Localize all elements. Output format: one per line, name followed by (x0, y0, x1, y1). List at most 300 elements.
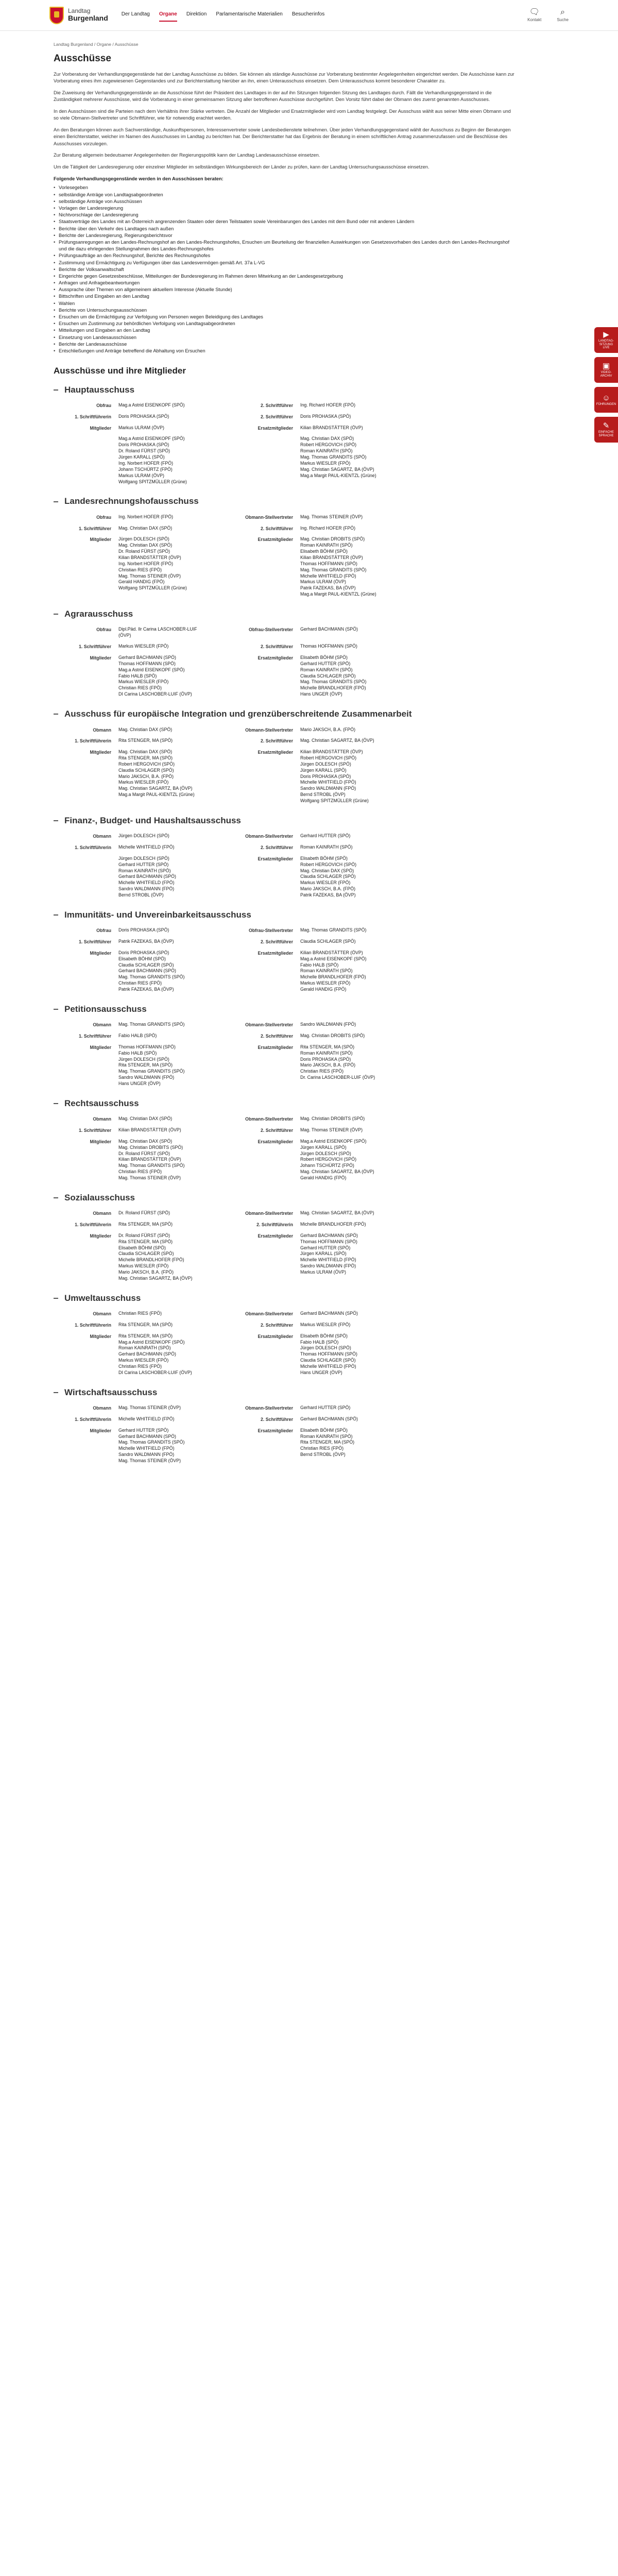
member-list (118, 727, 209, 734)
side-button-easy-language[interactable]: ✎ EINFACHE SPRACHE (594, 417, 618, 443)
search-icon: ⌕ (560, 7, 565, 16)
role-label: Obmann (93, 1311, 111, 1317)
nav-direktion[interactable]: Direktion (186, 11, 207, 18)
member-name: Markus WIESLER (FPÖ) (118, 1358, 169, 1363)
committee-title: Wirtschaftsausschuss (64, 1387, 158, 1397)
member-name: Elisabeth BÖHM (SPÖ) (300, 1333, 348, 1338)
member-name: Mario JAKSCH, B.A. (FPÖ) (300, 886, 356, 892)
role-label: Ersatzmitglieder (258, 950, 293, 956)
member-name: Mario JAKSCH, B.A. (FPÖ) (300, 1062, 356, 1068)
collapse-icon (54, 389, 58, 391)
member-list (118, 856, 209, 899)
role-label: Obfrau (96, 627, 111, 633)
member-name: Thomas HOFFMANN (SPÖ) (300, 1351, 357, 1357)
committee-title: Umweltausschuss (64, 1293, 141, 1303)
member-name: Kilian BRANDSTÄTTER (ÖVP) (118, 1157, 181, 1162)
role-label: Ersatzmitglieder (258, 655, 293, 660)
task-item: • Aussprache über Themen von allgemeinem aktuellem Interesse (Aktuelle Stunde) (54, 286, 517, 293)
task-item: • selbständige Anträge von Landtagsabgeordneten (54, 192, 517, 198)
role-label: 2. Schriftführer (260, 644, 293, 650)
member-list (118, 1322, 209, 1329)
role-label: Ersatzmitglieder (258, 537, 293, 543)
member-name: Gerhard BACHMANN (SPÖ) (118, 654, 176, 660)
role-label: Mitglieder (90, 655, 111, 660)
member-name: Jürgen KARALL (SPÖ) (118, 454, 165, 460)
member-name: Robert HERGOVICH (SPÖ) (300, 442, 357, 448)
member-name: Mag. Christian SAGARTZ, BA (ÖVP) (300, 738, 374, 743)
member-name: Thomas HOFFMANN (SPÖ) (300, 643, 357, 649)
member-name: Patrik FAZEKAS, BA (ÖVP) (118, 987, 174, 992)
role-label: 1. Schriftführerin (75, 1416, 111, 1422)
member-name: Roman KAINRATH (SPÖ) (300, 667, 353, 672)
member-list (300, 844, 390, 851)
member-name: Doris PROHASKA (SPÖ) (118, 413, 169, 419)
task-item: • Berichte der Volksanwaltschaft (54, 266, 517, 273)
role-label: Ersatzmitglieder (258, 1428, 293, 1433)
member-name: Markus WIESLER (FPÖ) (300, 880, 351, 886)
member-name: Sandro WALDMANN (FPÖ) (300, 1263, 356, 1269)
member-name: Elisabeth BÖHM (SPÖ) (118, 1245, 166, 1250)
role-label: 1. Schriftführer (78, 1128, 111, 1133)
committee-header[interactable] (54, 910, 517, 920)
member-name: Christian RIES (FPÖ) (300, 1069, 344, 1074)
role-label: 2. Schriftführer (260, 1128, 293, 1133)
role-label: Mitglieder (90, 1044, 111, 1050)
committee-members-grid (55, 514, 517, 598)
member-name: Mag.a Astrid EISENKOPF (SPÖ) (118, 436, 185, 442)
committee-header[interactable] (54, 1193, 517, 1203)
member-name: Johann TSCHÜRTZ (FPÖ) (118, 466, 173, 472)
committee (54, 709, 517, 804)
committee-members-grid (55, 1405, 517, 1464)
member-name: Markus ULRAM (ÖVP) (300, 1269, 346, 1275)
member-name: Thomas HOFFMANN (SPÖ) (300, 1239, 357, 1244)
committee-header[interactable] (54, 816, 517, 826)
member-name: Dipl.Päd. Ilr Carina LASCHOBER-LUIF (ÖVP) (118, 626, 197, 638)
role-label (55, 436, 111, 485)
member-list (300, 626, 390, 639)
role-label: Obmann-Stellvertreter (245, 1022, 293, 1028)
role-label: 1. Schriftführerin (75, 845, 111, 851)
member-name: Fabio HALB (SPÖ) (118, 1033, 157, 1039)
collapse-icon (54, 1103, 58, 1104)
member-name: Mag. Christian DAX (SPÖ) (118, 749, 173, 754)
member-name: Kilian BRANDSTÄTTER (ÖVP) (118, 1127, 181, 1133)
role-label: 1. Schriftführerin (75, 738, 111, 744)
member-name: Kilian BRANDSTÄTTER (ÖVP) (300, 950, 363, 955)
member-name: Jürgen DOLESCH (SPÖ) (118, 536, 169, 542)
member-name: Doris PROHASKA (SPÖ) (300, 1056, 351, 1062)
member-name: Fabio HALB (SPÖ) (118, 1050, 157, 1056)
search-button[interactable]: ⌕ Suche (557, 7, 569, 22)
intro-paragraph: In den Ausschüssen sind die Parteien nach dem Verhältnis ihrer Stärke vertreten. Die Anzahl der Mitglieder und Ersatzmitglieder wird vom Landtag festgelegt. Der Ausschuss wählt aus seiner Mitte einen Obmann und so viele Obmann-Stellvertreter und Schriftführer, wie für notwendig erachtet werden. (54, 108, 511, 121)
committee (54, 496, 517, 598)
collapse-icon (54, 1197, 58, 1198)
role-label: Obfrau-Stellvertreter (248, 928, 293, 934)
member-name: Gerhard HUTTER (SPÖ) (300, 1245, 351, 1250)
committee (54, 385, 517, 485)
member-name: Mag. Thomas GRANDITS (SPÖ) (300, 679, 367, 685)
role-label: Obmann-Stellvertreter (245, 1311, 293, 1317)
committee-title: Immunitäts- und Unvereinbarkeitsausschuss (64, 909, 251, 920)
member-list (118, 402, 209, 409)
member-name: Kilian BRANDSTÄTTER (ÖVP) (118, 554, 181, 560)
member-name: Mag. Christian DAX (SPÖ) (300, 868, 354, 873)
member-name: Christian RIES (FPÖ) (118, 1364, 162, 1369)
role-label: Obfrau-Stellvertreter (248, 627, 293, 633)
member-name: Claudia SCHLAGER (SPÖ) (118, 767, 174, 773)
nav-der-landtag[interactable]: Der Landtag (121, 11, 150, 18)
nav-organe[interactable]: Organe (159, 9, 177, 22)
member-name: Jürgen KARALL (SPÖ) (300, 1251, 347, 1257)
member-name: Markus WIESLER (FPÖ) (118, 1263, 169, 1269)
member-name: Mag. Christian SAGARTZ, BA (ÖVP) (118, 1275, 193, 1281)
role-label: 1. Schriftführer (78, 1033, 111, 1039)
member-name: Doris PROHASKA (SPÖ) (118, 442, 169, 448)
member-name: Michelle WHITFIELD (FPÖ) (118, 1446, 175, 1451)
task-item: • Prüfungsaufträge an den Rechnungshof, Berichte des Rechnungshofes (54, 252, 517, 259)
member-list (118, 1333, 209, 1376)
member-name: Robert HERGOVICH (SPÖ) (300, 1157, 357, 1162)
member-name: Michelle WHITFIELD (FPÖ) (300, 779, 356, 785)
member-list (118, 833, 209, 840)
member-name: Sandro WALDMANN (FPÖ) (118, 886, 175, 892)
tasks-list (54, 184, 517, 354)
member-name: Mag.a Margit PAUL-KIENTZL (Grüne) (300, 472, 376, 478)
member-name: Wolfgang SPITZMÜLLER (Grüne) (300, 798, 369, 803)
task-item: • Vorlesegeben (54, 184, 517, 191)
member-name: Elisabeth BÖHM (SPÖ) (300, 1427, 348, 1433)
member-name: Mag. Christian DAX (SPÖ) (118, 525, 173, 531)
member-name: Kilian BRANDSTÄTTER (ÖVP) (300, 749, 363, 754)
member-name: Gerhard BACHMANN (SPÖ) (118, 968, 176, 974)
member-name: Kilian BRANDSTÄTTER (ÖVP) (300, 425, 363, 430)
member-name: Gerhard BACHMANN (SPÖ) (300, 1232, 358, 1238)
committee-header[interactable] (54, 385, 517, 395)
member-list (300, 1033, 390, 1040)
side-quick-links (594, 327, 618, 443)
member-name: Michelle BRANDLHOFER (FPÖ) (300, 685, 366, 691)
member-name: Thomas HOFFMANN (SPÖ) (118, 1044, 176, 1049)
member-name: Robert HERGOVICH (SPÖ) (300, 861, 357, 867)
member-list (300, 1044, 390, 1087)
member-name: Mag.a Astrid EISENKOPF (SPÖ) (300, 956, 367, 961)
member-name: Roman KAINRATH (SPÖ) (300, 1433, 353, 1439)
member-name: Mag. Christian DAX (SPÖ) (118, 1138, 173, 1144)
member-name: Elisabeth BÖHM (SPÖ) (300, 855, 348, 861)
member-list (300, 436, 390, 485)
member-name: Gerhard HUTTER (SPÖ) (118, 1427, 169, 1433)
member-list (300, 1322, 390, 1329)
role-label: 1. Schriftführer (78, 644, 111, 650)
member-name: Fabio HALB (SPÖ) (118, 673, 157, 679)
member-name: Ing. Norbert HOFER (FPÖ) (118, 561, 174, 566)
member-name: Ing. Norbert HOFER (FPÖ) (118, 460, 174, 466)
task-item: • Entschließungen und Anträge betreffend die Abhaltung von Ersuchen (54, 348, 517, 354)
member-list (300, 927, 390, 934)
committee-header[interactable] (54, 709, 517, 719)
member-name: Christian RIES (FPÖ) (118, 980, 162, 986)
member-name: Markus ULRAM (ÖVP) (300, 579, 346, 585)
member-list (300, 1116, 390, 1123)
role-label: 1. Schriftführerin (75, 414, 111, 419)
member-name: Hans UNGER (ÖVP) (300, 691, 342, 697)
member-name: Michelle WHITFIELD (FPÖ) (118, 880, 175, 886)
header-tools (527, 8, 569, 23)
member-name: Mag.a Margit PAUL-KIENTZL (Grüne) (300, 591, 376, 597)
member-name: Mario JAKSCH, B.A. (FPÖ) (118, 1269, 174, 1275)
committee-title: Ausschuss für europäische Integration und grenzüberschreitende Zusammenarbeit (64, 709, 412, 719)
member-name: Christian RIES (FPÖ) (300, 1446, 344, 1451)
member-name: Jürgen DOLESCH (SPÖ) (118, 833, 169, 839)
member-name: Rita STENGER, MA (SPÖ) (118, 738, 173, 743)
member-name: Mag. Thomas STEINER (ÖVP) (300, 1127, 363, 1133)
member-list (118, 1044, 209, 1087)
member-name: Mag. Thomas GRANDITS (SPÖ) (118, 1163, 185, 1168)
role-label: 1. Schriftführer (78, 526, 111, 531)
member-list (300, 1210, 390, 1217)
member-name: Christian RIES (FPÖ) (118, 567, 162, 572)
collapse-icon (54, 1392, 58, 1393)
member-name: Mag.a Astrid EISENKOPF (SPÖ) (300, 1138, 367, 1144)
member-name: Mag. Thomas GRANDITS (SPÖ) (300, 567, 367, 572)
member-list (118, 1022, 209, 1028)
committee-header[interactable] (54, 496, 517, 506)
member-name: Jürgen DOLESCH (SPÖ) (118, 855, 169, 861)
intro-paragraph: Zur Beratung allgemein bedeutsamer Angelegenheiten der Regierungspolitik kann der Landtag Landesausschüsse einsetzen. (54, 152, 320, 158)
committee-header[interactable] (54, 1098, 517, 1109)
easy-language-icon: ✎ (603, 421, 610, 431)
member-name: Mag. Christian DAX (SPÖ) (300, 436, 354, 442)
member-name: Roman KAINRATH (SPÖ) (118, 1345, 171, 1351)
member-list (118, 1139, 209, 1181)
member-list (300, 414, 390, 420)
committee (54, 1293, 517, 1376)
breadcrumb[interactable]: Landtag Burgenland / Organe / Ausschüsse (54, 42, 139, 47)
member-name: Gerhard BACHMANN (SPÖ) (118, 1433, 176, 1439)
member-list (300, 833, 390, 840)
collapse-icon (54, 1298, 58, 1299)
member-name: Hans UNGER (ÖVP) (118, 1081, 161, 1087)
member-name: Elisabeth BÖHM (SPÖ) (300, 549, 348, 554)
role-label: Mitglieder (90, 1333, 111, 1339)
role-label: 2. Schriftführer (260, 1033, 293, 1039)
member-name: Thomas HOFFMANN (SPÖ) (118, 660, 176, 666)
member-list (118, 643, 209, 650)
role-label: Obmann-Stellvertreter (245, 1405, 293, 1411)
member-list (118, 844, 209, 851)
collapse-icon (54, 501, 58, 502)
member-name: Mag. Thomas GRANDITS (SPÖ) (118, 1022, 185, 1027)
member-list (118, 950, 209, 993)
member-list (300, 1428, 390, 1464)
member-list (118, 514, 209, 521)
task-item: • Prüfungsanregungen an den Landes-Rechnungshof an den Landes-Rechnungshofes, Ersuchen um Beurteilung der finanziellen Auswirkungen von Gesetzesvorhaben des Landes durch den Landes-Rechnungshof und die dazu ehrlegenden Stellungnahmen des Landes-Rechnungshofes (54, 239, 517, 252)
member-name: Elisabeth BÖHM (SPÖ) (300, 654, 348, 660)
role-label (216, 436, 293, 485)
role-label: Ersatzmitglieder (258, 1139, 293, 1144)
collapse-icon (54, 1009, 58, 1010)
member-name: Mag. Thomas GRANDITS (SPÖ) (118, 974, 185, 980)
role-label: 2. Schriftführer (260, 1416, 293, 1422)
member-name: Markus ULRAM (ÖVP) (118, 472, 164, 478)
member-name: Ing. Norbert HOFER (FPÖ) (118, 514, 174, 519)
member-name: Bernd STROBL (ÖVP) (118, 892, 164, 898)
member-name: Markus WIESLER (FPÖ) (300, 460, 351, 466)
member-name: Gerhard BACHMANN (SPÖ) (300, 1416, 358, 1421)
member-name: Mag. Thomas STEINER (ÖVP) (300, 514, 363, 519)
member-name: Roman KAINRATH (SPÖ) (300, 844, 353, 850)
role-label: 2. Schriftführer (260, 526, 293, 531)
member-list (118, 927, 209, 934)
role-label: Obmann (93, 1022, 111, 1028)
committee-title: Rechtsausschuss (64, 1098, 139, 1108)
committee-title: Agrarausschuss (64, 609, 133, 619)
task-item: • Zustimmung und Ermächtigung zu Verfügungen über das Landesvermögen gemäß Art. 37a L-VG (54, 260, 517, 266)
member-name: DI Carina LASCHOBER-LUIF (ÖVP) (118, 691, 192, 697)
member-name: Claudia SCHLAGER (SPÖ) (300, 1358, 356, 1363)
member-list (118, 626, 209, 639)
role-label: Obmann (93, 727, 111, 733)
role-label: 2. Schriftführer (260, 1322, 293, 1328)
committee-header[interactable] (54, 609, 517, 619)
member-name: Markus WIESLER (FPÖ) (118, 643, 169, 649)
side-button-live[interactable]: ▶ LANDTAG-SITZUNG LIVE (594, 327, 618, 353)
committee (54, 910, 517, 993)
member-list (300, 939, 390, 945)
role-label: Obmann-Stellvertreter (245, 1211, 293, 1216)
member-name: Mag.a Astrid EISENKOPF (SPÖ) (118, 667, 185, 672)
task-item: • Ersuchen um Zustimmung zur behördlichen Verfolgung von Landtagsabgeordneten (54, 320, 517, 327)
member-name: Sandro WALDMANN (FPÖ) (300, 1022, 356, 1027)
task-item: • Berichte der Landesausschüsse (54, 341, 517, 348)
member-list (118, 536, 209, 598)
member-name: Roman KAINRATH (SPÖ) (300, 543, 353, 548)
committee-members-grid (55, 402, 517, 485)
member-name: Rita STENGER, MA (SPÖ) (300, 1439, 355, 1445)
member-name: Claudia SCHLAGER (SPÖ) (118, 1251, 174, 1257)
member-name: Mag. Thomas GRANDITS (SPÖ) (300, 454, 367, 460)
task-item: • Bittschriften und Eingaben an den Landtag (54, 293, 517, 300)
committee-header[interactable] (54, 1293, 517, 1303)
task-item: • Berichte über den Verkehr des Landtages nach außen (54, 226, 517, 232)
role-label: 2. Schriftführer (260, 414, 293, 419)
committee-header[interactable] (54, 1387, 517, 1398)
member-list (300, 1333, 390, 1376)
member-list (300, 643, 390, 650)
video-icon: ▣ (602, 362, 610, 371)
member-name: Roman KAINRATH (SPÖ) (300, 1050, 353, 1056)
member-name: Mario JAKSCH, B.A. (FPÖ) (118, 773, 174, 779)
member-list (118, 425, 209, 432)
member-list (300, 425, 390, 432)
committee (54, 816, 517, 899)
committee-title: Finanz-, Budget- und Haushaltsausschuss (64, 815, 241, 825)
member-name: Michelle WHITFIELD (FPÖ) (118, 844, 175, 850)
member-name: Rita STENGER, MA (SPÖ) (300, 1044, 355, 1049)
member-name: Christian RIES (FPÖ) (118, 1311, 162, 1316)
committee-members-grid (55, 727, 517, 804)
task-item: • Einsetzung von Landesausschüssen (54, 334, 517, 341)
role-label: 2. Schriftführerin (256, 1222, 293, 1228)
people-icon: ☺ (602, 393, 610, 402)
member-name: Doris PROHASKA (SPÖ) (118, 927, 169, 933)
member-name: Dr. Roland FÜRST (SPÖ) (118, 1210, 170, 1216)
member-name: Gerald HANDIG (FPÖ) (118, 579, 165, 585)
member-name: Johann TSCHÜRTZ (FPÖ) (300, 1163, 354, 1168)
member-name: Hans UNGER (ÖVP) (300, 1369, 342, 1375)
role-label: 1. Schriftführerin (75, 1322, 111, 1328)
collapse-icon (54, 914, 58, 916)
member-name: Doris PROHASKA (SPÖ) (300, 413, 351, 419)
role-label: Ersatzmitglieder (258, 1333, 293, 1339)
member-list (300, 727, 390, 734)
committee (54, 609, 517, 698)
member-name: Michelle WHITFIELD (FPÖ) (300, 1257, 356, 1263)
side-button-tours[interactable]: ☺ FÜHRUNGEN (594, 387, 618, 413)
committee-title: Petitionsausschuss (64, 1004, 147, 1014)
member-name: Mag. Christian DAX (SPÖ) (118, 726, 173, 732)
member-name: Mag. Thomas STEINER (ÖVP) (118, 573, 181, 579)
member-name: Mag. Thomas GRANDITS (SPÖ) (118, 1439, 185, 1445)
member-name: Gerhard HUTTER (SPÖ) (300, 660, 351, 666)
member-list (118, 414, 209, 420)
role-label: Obmann (93, 1405, 111, 1411)
committee-header[interactable] (54, 1004, 517, 1014)
committee (54, 1098, 517, 1181)
contact-button[interactable]: 🗨 Kontakt (527, 7, 542, 22)
committee-members-grid (55, 1311, 517, 1376)
member-name: Roman KAINRATH (SPÖ) (118, 868, 171, 873)
member-list (300, 1222, 390, 1228)
nav-besucherinfos[interactable]: Besucherinfos (291, 11, 325, 18)
member-name: Michelle BRANDLHOFER (FPÖ) (300, 974, 366, 980)
member-name: Mag. Christian SAGARTZ, BA (ÖVP) (300, 466, 374, 472)
member-name: Claudia SCHLAGER (SPÖ) (118, 962, 174, 968)
member-name: Dr. Roland FÜRST (SPÖ) (118, 448, 170, 454)
committee (54, 1387, 517, 1464)
committee-members-grid (55, 1116, 517, 1181)
role-label: Mitglieder (90, 750, 111, 755)
committee (54, 1004, 517, 1087)
side-button-video-archive[interactable]: ▣ VIDEO-ARCHIV (594, 357, 618, 383)
nav-parlamentarische-materialien[interactable]: Parlamentarische Materialien (216, 11, 283, 18)
member-name: Patrik FAZEKAS, BA (ÖVP) (300, 892, 356, 898)
member-list (300, 536, 390, 598)
member-name: Fabio HALB (SPÖ) (300, 1339, 339, 1345)
task-item: • Vorlagen der Landesregierung (54, 205, 517, 212)
role-label: 2. Schriftführer (260, 738, 293, 744)
logo-line-1: Landtag (68, 7, 91, 15)
collapse-icon (54, 614, 58, 615)
member-name: Ing. Richard HOFER (FPÖ) (300, 525, 356, 531)
member-list (300, 1127, 390, 1134)
member-name: Rita STENGER, MA (SPÖ) (118, 1062, 173, 1068)
task-item: • Nichtvorschlage der Landesregierung (54, 212, 517, 218)
site-logo[interactable] (49, 7, 108, 24)
member-name: Claudia SCHLAGER (SPÖ) (300, 874, 356, 879)
member-name: Gerhard BACHMANN (SPÖ) (300, 626, 358, 632)
member-name: Robert HERGOVICH (SPÖ) (118, 761, 175, 767)
member-name: Dr. Roland FÜRST (SPÖ) (118, 549, 170, 554)
member-list (118, 1405, 209, 1412)
member-list (300, 1233, 390, 1282)
member-name: Jürgen DOLESCH (SPÖ) (300, 1345, 351, 1351)
member-name: Sandro WALDMANN (FPÖ) (300, 786, 356, 791)
member-name: Sandro WALDMANN (FPÖ) (118, 1452, 175, 1458)
member-name: Kilian BRANDSTÄTTER (ÖVP) (300, 554, 363, 560)
member-list (118, 749, 209, 804)
